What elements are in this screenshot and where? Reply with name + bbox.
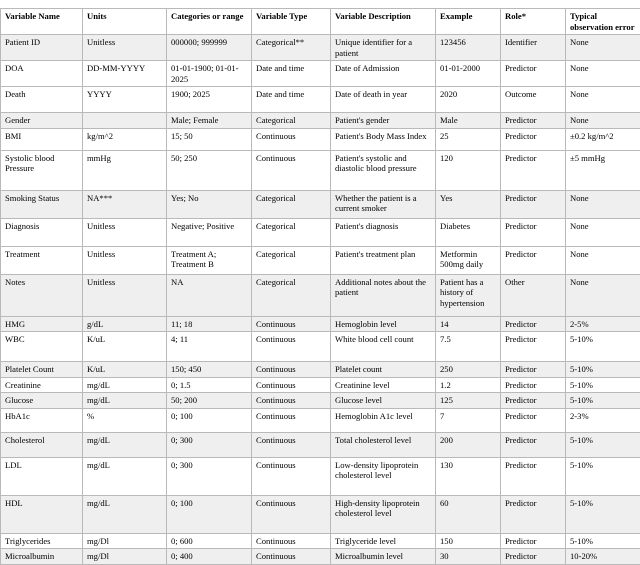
table-header [1, 9, 640, 35]
cell-variable-name: Cholesterol [1, 432, 83, 457]
cell-variable-description: Creatinine level [331, 377, 436, 392]
column-header-example: Example [436, 9, 501, 35]
table-row [1, 128, 640, 150]
cell-role: Identifier [501, 35, 566, 61]
cell-variable-name: Gender [1, 113, 83, 128]
cell-example: 25 [436, 128, 501, 150]
cell-variable-type: Continuous [252, 128, 331, 150]
cell-example: 150 [436, 533, 501, 548]
cell-typical-observation-error: 2-5% [566, 316, 640, 331]
cell-units: K/uL [83, 362, 167, 377]
variable-specification-table [0, 8, 640, 565]
table-row [1, 274, 640, 316]
cell-role: Predictor [501, 377, 566, 392]
cell-units: mg/dL [83, 432, 167, 457]
cell-variable-description: Date of death in year [331, 87, 436, 113]
table-body [1, 35, 640, 564]
cell-variable-name: Glucose [1, 393, 83, 408]
cell-variable-name: WBC [1, 332, 83, 362]
cell-variable-name: HbA1c [1, 408, 83, 432]
cell-typical-observation-error: ±0.2 kg/m^2 [566, 128, 640, 150]
cell-categories-or-range: Treatment A; Treatment B [167, 246, 252, 274]
cell-example: 7 [436, 408, 501, 432]
cell-units: mg/dL [83, 457, 167, 495]
cell-variable-type: Continuous [252, 408, 331, 432]
column-header-variable-description: Variable Description [331, 9, 436, 35]
cell-example: 60 [436, 495, 501, 533]
table-row [1, 362, 640, 377]
cell-role: Predictor [501, 432, 566, 457]
cell-example: Yes [436, 190, 501, 218]
cell-role: Predictor [501, 246, 566, 274]
table-row [1, 549, 640, 564]
cell-units: Unitless [83, 246, 167, 274]
cell-role: Predictor [501, 533, 566, 548]
cell-units: Unitless [83, 35, 167, 61]
cell-variable-type: Continuous [252, 332, 331, 362]
cell-variable-type: Continuous [252, 533, 331, 548]
table-row [1, 432, 640, 457]
cell-example: 1.2 [436, 377, 501, 392]
cell-variable-name: LDL [1, 457, 83, 495]
cell-example: 200 [436, 432, 501, 457]
cell-units: mg/Dl [83, 549, 167, 564]
cell-role: Predictor [501, 61, 566, 87]
cell-variable-type: Date and time [252, 87, 331, 113]
cell-variable-description: Patient's Body Mass Index [331, 128, 436, 150]
cell-categories-or-range: Male; Female [167, 113, 252, 128]
cell-categories-or-range: 01-01-1900; 01-01-2025 [167, 61, 252, 87]
cell-typical-observation-error: 5-10% [566, 393, 640, 408]
cell-typical-observation-error: None [566, 274, 640, 316]
cell-variable-name: HMG [1, 316, 83, 331]
cell-role: Predictor [501, 218, 566, 246]
cell-categories-or-range: 0; 100 [167, 495, 252, 533]
cell-variable-type: Continuous [252, 362, 331, 377]
cell-units [83, 113, 167, 128]
cell-categories-or-range: 4; 11 [167, 332, 252, 362]
cell-typical-observation-error: None [566, 246, 640, 274]
table-row [1, 61, 640, 87]
cell-example: 2020 [436, 87, 501, 113]
cell-categories-or-range: 0; 1.5 [167, 377, 252, 392]
cell-example: 120 [436, 150, 501, 190]
cell-variable-type: Continuous [252, 457, 331, 495]
cell-variable-description: Patient's systolic and diastolic blood pressure [331, 150, 436, 190]
cell-role: Predictor [501, 113, 566, 128]
cell-variable-name: Microalbumin [1, 549, 83, 564]
cell-units: DD-MM-YYYY [83, 61, 167, 87]
table-row [1, 218, 640, 246]
table-row [1, 533, 640, 548]
cell-typical-observation-error: None [566, 87, 640, 113]
cell-example: 125 [436, 393, 501, 408]
table-row [1, 35, 640, 61]
column-header-typical-observation-error: Typical observation error [566, 9, 640, 35]
cell-variable-type: Categorical [252, 274, 331, 316]
cell-categories-or-range: 11; 18 [167, 316, 252, 331]
cell-variable-description: Microalbumin level [331, 549, 436, 564]
cell-units: Unitless [83, 274, 167, 316]
cell-variable-name: BMI [1, 128, 83, 150]
cell-categories-or-range: 1900; 2025 [167, 87, 252, 113]
table-row [1, 408, 640, 432]
cell-typical-observation-error: None [566, 61, 640, 87]
table-row [1, 495, 640, 533]
cell-variable-name: Platelet Count [1, 362, 83, 377]
cell-typical-observation-error: 5-10% [566, 457, 640, 495]
cell-variable-type: Continuous [252, 495, 331, 533]
cell-variable-type: Categorical [252, 246, 331, 274]
cell-variable-description: Whether the patient is a current smoker [331, 190, 436, 218]
cell-role: Predictor [501, 150, 566, 190]
cell-example: 7.5 [436, 332, 501, 362]
cell-units: mg/dL [83, 495, 167, 533]
cell-units: Unitless [83, 218, 167, 246]
header-row [1, 9, 640, 35]
column-header-variable-type: Variable Type [252, 9, 331, 35]
cell-example: 01-01-2000 [436, 61, 501, 87]
column-header-categories-or-range: Categories or range [167, 9, 252, 35]
cell-variable-type: Categorical [252, 113, 331, 128]
cell-typical-observation-error: None [566, 218, 640, 246]
cell-units: mg/Dl [83, 533, 167, 548]
column-header-role: Role* [501, 9, 566, 35]
cell-variable-type: Continuous [252, 150, 331, 190]
cell-role: Predictor [501, 316, 566, 331]
column-header-units: Units [83, 9, 167, 35]
cell-variable-name: Diagnosis [1, 218, 83, 246]
cell-role: Predictor [501, 190, 566, 218]
table-row [1, 457, 640, 495]
cell-typical-observation-error: 10-20% [566, 549, 640, 564]
cell-variable-type: Continuous [252, 432, 331, 457]
cell-typical-observation-error: 2-3% [566, 408, 640, 432]
cell-typical-observation-error: 5-10% [566, 362, 640, 377]
table-row [1, 332, 640, 362]
cell-typical-observation-error: None [566, 35, 640, 61]
cell-variable-description: Platelet count [331, 362, 436, 377]
cell-typical-observation-error: 5-10% [566, 377, 640, 392]
table-row [1, 150, 640, 190]
table-container [0, 8, 640, 565]
cell-variable-description: Patient's treatment plan [331, 246, 436, 274]
cell-units: NA*** [83, 190, 167, 218]
cell-example: 130 [436, 457, 501, 495]
cell-typical-observation-error: 5-10% [566, 495, 640, 533]
cell-role: Predictor [501, 457, 566, 495]
cell-variable-type: Categorical** [252, 35, 331, 61]
cell-variable-name: Creatinine [1, 377, 83, 392]
cell-typical-observation-error: 5-10% [566, 332, 640, 362]
cell-example: Diabetes [436, 218, 501, 246]
cell-example: 250 [436, 362, 501, 377]
cell-typical-observation-error: None [566, 113, 640, 128]
cell-variable-type: Categorical [252, 190, 331, 218]
cell-typical-observation-error: 5-10% [566, 533, 640, 548]
table-row [1, 316, 640, 331]
cell-categories-or-range: 0; 300 [167, 457, 252, 495]
cell-categories-or-range: NA [167, 274, 252, 316]
table-row [1, 377, 640, 392]
cell-typical-observation-error: None [566, 190, 640, 218]
cell-role: Predictor [501, 128, 566, 150]
cell-variable-name: Notes [1, 274, 83, 316]
cell-role: Predictor [501, 495, 566, 533]
cell-typical-observation-error: ±5 mmHg [566, 150, 640, 190]
cell-variable-description: Additional notes about the patient [331, 274, 436, 316]
cell-units: kg/m^2 [83, 128, 167, 150]
cell-role: Predictor [501, 332, 566, 362]
column-header-variable-name: Variable Name [1, 9, 83, 35]
cell-categories-or-range: 0; 600 [167, 533, 252, 548]
cell-variable-type: Continuous [252, 549, 331, 564]
cell-role: Predictor [501, 393, 566, 408]
cell-role: Predictor [501, 408, 566, 432]
cell-categories-or-range: Negative; Positive [167, 218, 252, 246]
cell-variable-description: Unique identifier for a patient [331, 35, 436, 61]
cell-example: 30 [436, 549, 501, 564]
cell-role: Predictor [501, 549, 566, 564]
cell-variable-name: Triglycerides [1, 533, 83, 548]
cell-variable-description: White blood cell count [331, 332, 436, 362]
cell-variable-type: Date and time [252, 61, 331, 87]
cell-units: mmHg [83, 150, 167, 190]
cell-categories-or-range: 50; 200 [167, 393, 252, 408]
cell-variable-name: Smoking Status [1, 190, 83, 218]
cell-role: Outcome [501, 87, 566, 113]
cell-categories-or-range: 0; 100 [167, 408, 252, 432]
cell-categories-or-range: Yes; No [167, 190, 252, 218]
cell-role: Other [501, 274, 566, 316]
cell-variable-description: Date of Admission [331, 61, 436, 87]
cell-units: YYYY [83, 87, 167, 113]
cell-example: Patient has a history of hypertension [436, 274, 501, 316]
cell-variable-name: Patient ID [1, 35, 83, 61]
cell-variable-description: Patient's gender [331, 113, 436, 128]
cell-units: % [83, 408, 167, 432]
cell-categories-or-range: 50; 250 [167, 150, 252, 190]
cell-units: mg/dL [83, 393, 167, 408]
table-row [1, 190, 640, 218]
cell-variable-name: Systolic blood Pressure [1, 150, 83, 190]
cell-variable-description: Triglyceride level [331, 533, 436, 548]
cell-variable-description: Glucose level [331, 393, 436, 408]
cell-variable-type: Continuous [252, 393, 331, 408]
cell-variable-description: High-density lipoprotein cholesterol level [331, 495, 436, 533]
cell-example: Male [436, 113, 501, 128]
cell-variable-description: Patient's diagnosis [331, 218, 436, 246]
cell-variable-type: Continuous [252, 316, 331, 331]
cell-categories-or-range: 000000; 999999 [167, 35, 252, 61]
cell-example: 14 [436, 316, 501, 331]
cell-variable-description: Hemoglobin level [331, 316, 436, 331]
cell-example: Metformin 500mg daily [436, 246, 501, 274]
cell-variable-name: HDL [1, 495, 83, 533]
table-row [1, 113, 640, 128]
cell-categories-or-range: 0; 300 [167, 432, 252, 457]
cell-units: g/dL [83, 316, 167, 331]
cell-variable-description: Total cholesterol level [331, 432, 436, 457]
cell-categories-or-range: 15; 50 [167, 128, 252, 150]
cell-variable-name: DOA [1, 61, 83, 87]
cell-role: Predictor [501, 362, 566, 377]
cell-units: K/uL [83, 332, 167, 362]
cell-variable-description: Hemoglobin A1c level [331, 408, 436, 432]
cell-variable-name: Treatment [1, 246, 83, 274]
table-row [1, 393, 640, 408]
cell-example: 123456 [436, 35, 501, 61]
cell-variable-type: Categorical [252, 218, 331, 246]
cell-units: mg/dL [83, 377, 167, 392]
table-row [1, 87, 640, 113]
cell-categories-or-range: 0; 400 [167, 549, 252, 564]
table-row [1, 246, 640, 274]
cell-variable-name: Death [1, 87, 83, 113]
cell-typical-observation-error: 5-10% [566, 432, 640, 457]
cell-variable-type: Continuous [252, 377, 331, 392]
cell-categories-or-range: 150; 450 [167, 362, 252, 377]
cell-variable-description: Low-density lipoprotein cholesterol level [331, 457, 436, 495]
